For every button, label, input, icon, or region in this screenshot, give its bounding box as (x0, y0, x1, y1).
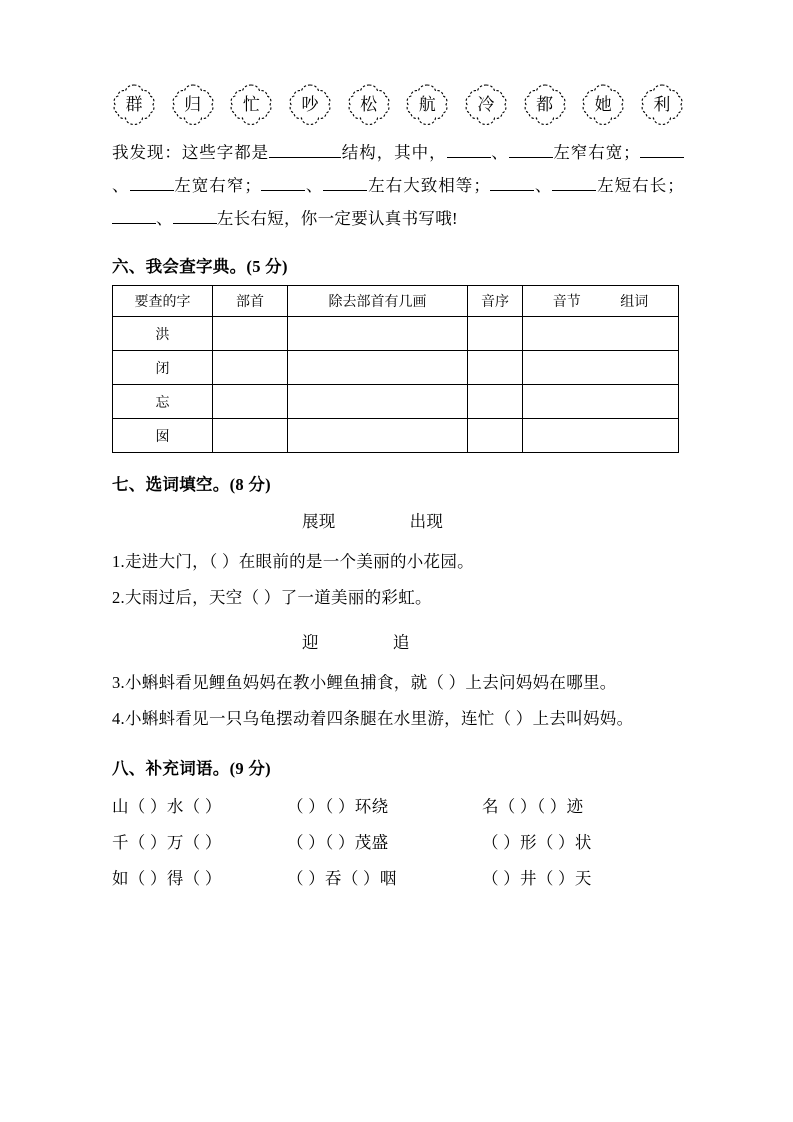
discovery-blank[interactable] (552, 190, 596, 191)
word-blank-item[interactable]: 千（ ）万（ ） (112, 833, 222, 852)
question-item: 1.走进大门，（ ）在眼前的是一个美丽的小花园。 (112, 552, 474, 571)
cell-strokes[interactable] (288, 385, 468, 419)
table-row (113, 385, 679, 419)
section-six-heading (112, 253, 684, 277)
character-glyph: 松 (360, 94, 378, 115)
section-seven-points: (8 分) (229, 475, 271, 494)
cell-strokes[interactable] (288, 419, 468, 453)
discovery-text-1: 我发现：这些字都是 (112, 143, 270, 162)
cloud-character (581, 83, 625, 127)
section-six-title: 六、我会查字典。 (112, 257, 247, 276)
section-seven-heading (112, 471, 684, 495)
discovery-blank[interactable] (269, 157, 341, 158)
discovery-text-4: 左宽右窄； (173, 176, 262, 195)
cell-initial[interactable] (468, 351, 523, 385)
header-word: 组词 (620, 295, 649, 310)
cloud-character (288, 83, 332, 127)
word-blank-item[interactable]: （ ）（ ）茂盛 (287, 833, 389, 852)
word-blank-item[interactable]: 山（ ）水（ ） (112, 797, 222, 816)
word-grid-row (112, 861, 684, 897)
table-row (113, 351, 679, 385)
character-glyph: 都 (536, 94, 554, 115)
cell-syllable-word[interactable] (523, 351, 679, 385)
cell-syllable-word[interactable] (523, 385, 679, 419)
decorative-character-row (112, 80, 684, 130)
word-choices-group-1 (112, 505, 684, 538)
cloud-character (347, 83, 391, 127)
worksheet-content (112, 80, 684, 897)
discovery-blank[interactable] (261, 190, 305, 191)
discovery-sep: 、 (112, 176, 130, 195)
dictionary-lookup-table (112, 285, 679, 453)
table-row (113, 317, 679, 351)
section-eight-title: 八、补充词语。 (112, 759, 230, 778)
header-syllable-word (523, 286, 679, 317)
cloud-character (229, 83, 273, 127)
choice-option[interactable]: 追 (392, 633, 410, 652)
cell-radical[interactable] (213, 385, 288, 419)
cell-initial[interactable] (468, 317, 523, 351)
discovery-text-6: 左短右长； (596, 176, 685, 195)
header-initial: 音序 (468, 286, 523, 317)
header-char: 要查的字 (113, 286, 213, 317)
discovery-blank[interactable] (130, 190, 174, 191)
word-grid-row (112, 789, 684, 825)
cell-char: 闭 (113, 351, 213, 385)
discovery-paragraph (112, 136, 684, 235)
character-glyph: 群 (125, 94, 143, 115)
discovery-blank[interactable] (447, 157, 491, 158)
cell-syllable-word[interactable] (523, 419, 679, 453)
character-glyph: 利 (653, 94, 671, 115)
cloud-character (112, 83, 156, 127)
discovery-blank[interactable] (640, 157, 684, 158)
cloud-character (405, 83, 449, 127)
character-glyph: 归 (184, 94, 202, 115)
cloud-character (464, 83, 508, 127)
character-glyph: 吵 (301, 94, 319, 115)
discovery-text-3: 左窄右宽； (552, 143, 640, 162)
discovery-blank[interactable] (490, 190, 534, 191)
choice-option[interactable]: 展现 (302, 512, 336, 531)
word-blank-item[interactable]: 如（ ）得（ ） (112, 869, 222, 888)
character-glyph: 忙 (242, 94, 260, 115)
discovery-text-2: 结构，其中， (341, 143, 447, 162)
header-radical: 部首 (213, 286, 288, 317)
section-eight-heading (112, 755, 684, 779)
cloud-character (523, 83, 567, 127)
header-syllable: 音节 (552, 295, 581, 310)
word-blank-item[interactable]: （ ）井（ ）天 (482, 869, 592, 888)
cell-initial[interactable] (468, 419, 523, 453)
discovery-sep: 、 (534, 176, 553, 195)
cell-char: 囡 (113, 419, 213, 453)
character-glyph: 冷 (477, 94, 495, 115)
discovery-text-5: 左右大致相等； (367, 176, 491, 195)
header-strokes: 除去部首有几画 (288, 286, 468, 317)
word-blank-item[interactable]: 名（ ）（ ）迹 (482, 797, 584, 816)
cell-syllable-word[interactable] (523, 317, 679, 351)
discovery-blank[interactable] (173, 223, 217, 224)
choice-option[interactable]: 出现 (409, 512, 444, 531)
word-blank-item[interactable]: （ ）（ ）环绕 (287, 797, 389, 816)
question-item: 3.小蝌蚪看见鲤鱼妈妈在教小鲤鱼捕食，就（ ）上去问妈妈在哪里。 (112, 673, 617, 692)
section-eight-points: (9 分) (229, 759, 271, 778)
discovery-sep: 、 (156, 209, 173, 228)
discovery-blank[interactable] (112, 223, 156, 224)
discovery-sep: 、 (305, 176, 324, 195)
word-completion-grid (112, 789, 684, 897)
question-item: 4.小蝌蚪看见一只乌龟摆动着四条腿在水里游，连忙（ ）上去叫妈妈。 (112, 709, 634, 728)
cell-strokes[interactable] (288, 351, 468, 385)
discovery-text-7: 左长右短，你一定要认真书写哦! (216, 209, 458, 228)
discovery-blank[interactable] (323, 190, 367, 191)
cell-initial[interactable] (468, 385, 523, 419)
section-seven-title: 七、选词填空。 (112, 475, 230, 494)
choice-option[interactable]: 迎 (302, 633, 319, 652)
cell-strokes[interactable] (288, 317, 468, 351)
cell-char: 洪 (113, 317, 213, 351)
cell-radical[interactable] (213, 351, 288, 385)
cloud-character (640, 83, 684, 127)
word-blank-item[interactable]: （ ）吞（ ）咽 (287, 869, 397, 888)
cloud-character (171, 83, 215, 127)
section-six-points: (5 分) (246, 257, 288, 276)
word-choices-group-2 (112, 626, 684, 659)
cell-radical[interactable] (213, 317, 288, 351)
table-row (113, 419, 679, 453)
discovery-sep: 、 (490, 143, 509, 162)
word-grid-row (112, 825, 684, 861)
table-header-row (113, 286, 679, 317)
word-blank-item[interactable]: （ ）形（ ）状 (482, 833, 592, 852)
cell-radical[interactable] (213, 419, 288, 453)
discovery-blank[interactable] (509, 157, 553, 158)
character-glyph: 她 (594, 94, 612, 115)
question-item: 2.大雨过后，天空（ ）了一道美丽的彩虹。 (112, 588, 432, 607)
cell-char: 忘 (113, 385, 213, 419)
character-glyph: 航 (418, 94, 436, 115)
